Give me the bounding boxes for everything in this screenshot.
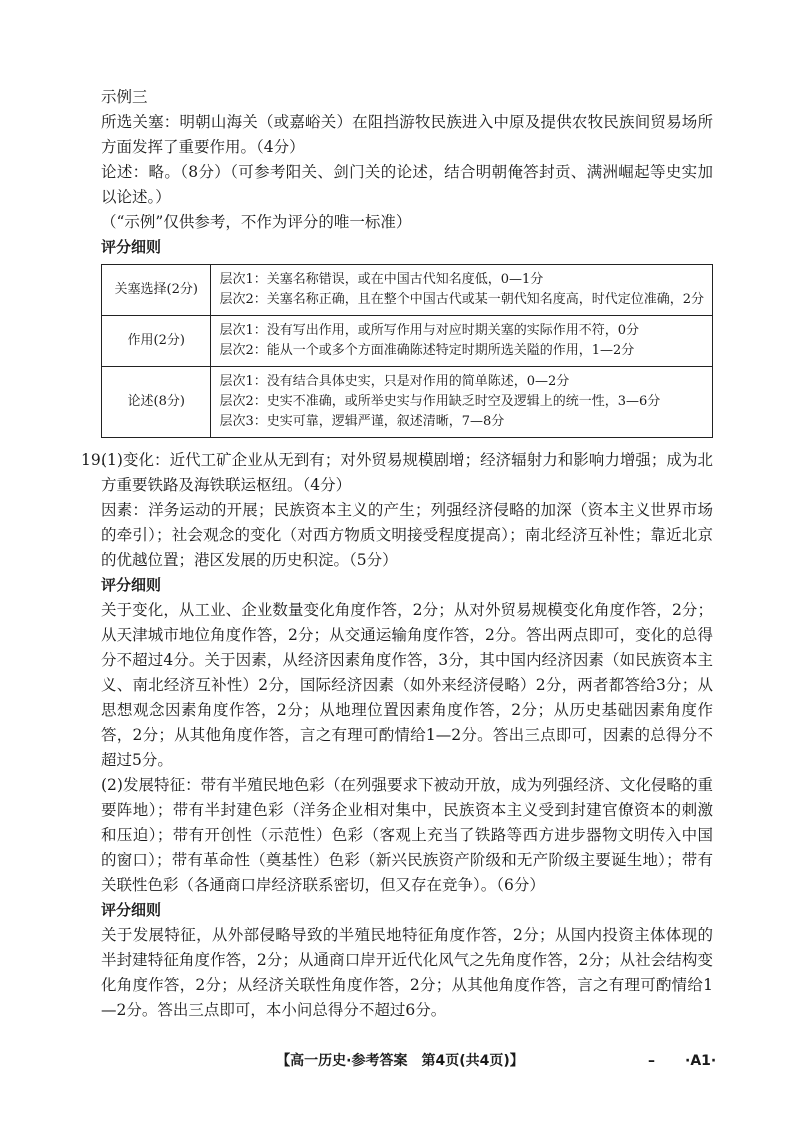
grading-table [101,264,713,438]
grading-title: 评分细则 [101,238,162,256]
q19-change-text: (1)变化：近代工矿企业从无到有；对外贸易规模剧增；经济辐射力和影响力增强；成为北方重要铁路及海铁联运枢纽。（4分） [101,451,713,494]
level-text: 层次2：史实不准确，或所举史实与作用缺乏时空及逻辑上的统一性，3—6分 [219,394,661,409]
footer-mark: – [648,1053,655,1069]
grading-title: 评分细则 [101,901,162,919]
table-row [102,367,713,438]
answer-page [81,85,713,1023]
example-heading: 示例三 [101,88,148,106]
level-text: 层次1：没有写出作用，或所写作用与对应时期关塞的实际作用不符，0分 [219,323,639,338]
levels-cell [211,367,713,438]
level-text: 层次2：关塞名称正确，且在整个中国古代或某一朝代知名度高，时代定位准确，2分 [219,292,704,307]
table-row [102,265,713,316]
level-text: 层次2：能从一个或多个方面准确陈述特定时期所选关隘的作用，1—2分 [219,343,635,358]
level-text: 层次1：关塞名称错误，或在中国古代知名度低，0—1分 [219,272,544,287]
example-selected-pass: 所选关塞：明朝山海关（或嘉峪关）在阻挡游牧民族进入中原及提供农牧民族间贸易场所方面发挥了重要作用。（4分） [101,113,713,156]
footer-code: ·A1· [685,1053,717,1069]
levels-cell [211,316,713,367]
example-argument: 论述：略。（8分）（可参考阳关、剑门关的论述，结合明朝俺答封贡、满洲崛起等史实加以论述。） [101,163,713,206]
footer-title: 【高一历史·参考答案 第4页(共4页)】 [276,1053,524,1069]
levels-cell [211,265,713,316]
example-note: （“示例”仅供参考，不作为评分的唯一标准） [101,213,412,231]
table-row [102,316,713,367]
q19-part2-grading: 关于发展特征，从外部侵略导致的半殖民地特征角度作答，2分；从国内投资主体体现的半封建特征角度作答，2分；从通商口岸开近代化风气之先角度作答，2分；从社会结构变化角度作答，2分；从经济关联性角度作答，2分；从其他角度作答，言之有理可酌情给1—2分。答出三点即可，本小问总得分不超过6分。 [101,926,713,1019]
q19-part1-change [81,448,713,498]
criterion-cell: 关塞选择(2分) [102,265,211,316]
q19-part2: (2)发展特征：带有半殖民地色彩（在列强要求下被动开放，成为列强经济、文化侵略的重要阵地）；带有半封建色彩（洋务企业相对集中，民族资本主义受到封建官僚资本的刺激和压迫）；带有开创性（示范性）色彩（客观上充当了铁路等西方进步器物文明传入中国的窗口）；带有革命性（奠基性）色彩（新兴民族资产阶级和无产阶级主要诞生地）；带有关联性色彩（各通商口岸经济联系密切，但又存在竞争）。（6分） [101,776,713,894]
criterion-cell: 作用(2分) [102,316,211,367]
q19-part1-factors: 因素：洋务运动的开展；民族资本主义的产生；列强经济侵略的加深（资本主义世界市场的牵引）；社会观念的变化（对西方物质文明接受程度提高）；南北经济互补性；靠近北京的优越位置；港区发展的历史积淀。（5分） [101,501,713,569]
level-text: 层次3：史实可靠，逻辑严谨，叙述清晰，7—8分 [219,414,505,429]
criterion-cell: 论述(8分) [102,367,211,438]
grading-title: 评分细则 [101,576,162,594]
level-text: 层次1：没有结合具体史实，只是对作用的简单陈述，0—2分 [219,374,570,389]
question-number: 19. [81,451,106,469]
q19-part1-grading: 关于变化，从工业、企业数量变化角度作答，2分；从对外贸易规模变化角度作答，2分；从天津城市地位角度作答，2分；从交通运输角度作答，2分。答出两点即可，变化的总得分不超过4分。关于因素，从经济因素角度作答，3分，其中国内经济因素（如民族资本主义、南北经济互补性）2分，国际经济因素（如外来经济侵略）2分，两者都答给3分；从思想观念因素角度作答，2分；从地理位置因素角度作答，2分；从历史基础因素角度作答，2分；从其他角度作答，言之有理可酌情给1—2分。答出三点即可，因素的总得分不超过5分。 [101,601,713,769]
page-footer [0,1049,800,1074]
